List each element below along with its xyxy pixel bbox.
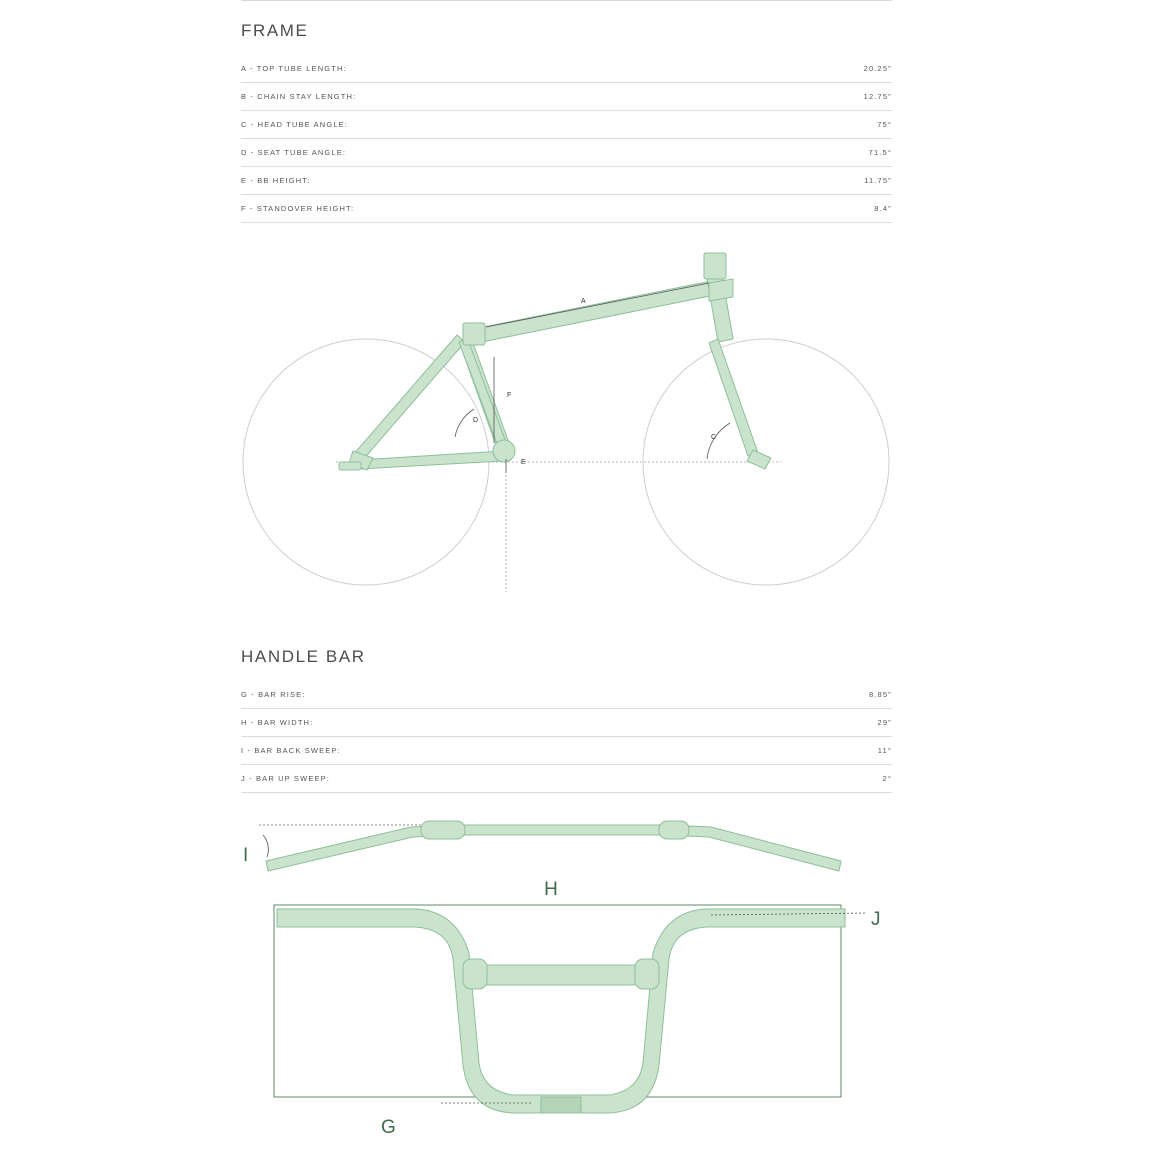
table-row bbox=[241, 195, 892, 223]
seat-tube bbox=[459, 337, 507, 449]
top-tube bbox=[469, 281, 715, 344]
table-row bbox=[241, 83, 892, 111]
label-f: F bbox=[507, 392, 512, 399]
top-divider bbox=[241, 0, 892, 1]
spec-label: B - CHAIN STAY LENGTH: bbox=[241, 92, 357, 101]
spec-label: I - BAR BACK SWEEP: bbox=[241, 746, 341, 755]
fork bbox=[709, 339, 758, 456]
crossbar-left-joint bbox=[463, 959, 487, 989]
table-row bbox=[241, 111, 892, 139]
handlebar-spec-table bbox=[241, 681, 892, 793]
bar-right-clamp-mark bbox=[659, 821, 689, 839]
spec-label: A - TOP TUBE LENGTH: bbox=[241, 64, 347, 73]
dim-a-line bbox=[486, 283, 709, 327]
bar-crossbar bbox=[469, 965, 653, 985]
head-tube-gusset bbox=[709, 279, 733, 301]
handlebar-front-view bbox=[274, 879, 881, 1138]
bar-top-profile bbox=[266, 825, 841, 871]
frame-spec-table bbox=[241, 55, 892, 223]
label-h: H bbox=[544, 879, 558, 900]
spec-value: 75° bbox=[877, 120, 892, 129]
handlebar-top-shape bbox=[266, 821, 841, 871]
knurling-patch bbox=[541, 1097, 581, 1113]
dim-c-arc bbox=[707, 423, 730, 459]
label-e: E bbox=[521, 459, 526, 466]
label-c: C bbox=[711, 434, 717, 441]
dim-d-arc bbox=[455, 409, 474, 437]
frame-parts bbox=[339, 253, 771, 470]
spec-label: H - BAR WIDTH: bbox=[241, 718, 314, 727]
seat-stay bbox=[353, 335, 465, 462]
label-j: J bbox=[871, 909, 881, 930]
label-a: A bbox=[581, 298, 586, 305]
spec-value: 20.25" bbox=[863, 64, 892, 73]
table-row bbox=[241, 765, 892, 793]
rear-axle-peg bbox=[339, 462, 361, 470]
handlebar-section-title: HANDLE BAR bbox=[241, 647, 366, 666]
table-row bbox=[241, 55, 892, 83]
chain-stay bbox=[359, 451, 503, 469]
table-row bbox=[241, 681, 892, 709]
steerer-tube bbox=[704, 253, 726, 279]
frame-geometry-diagram bbox=[241, 247, 892, 617]
label-d: D bbox=[473, 417, 479, 424]
handlebar-top-view bbox=[243, 821, 841, 871]
spec-value: 11.75" bbox=[864, 176, 892, 185]
content-column bbox=[241, 0, 892, 1143]
bottom-bracket bbox=[493, 440, 515, 462]
spec-label: E - BB HEIGHT: bbox=[241, 176, 311, 185]
seat-clamp bbox=[463, 323, 485, 345]
table-row bbox=[241, 167, 892, 195]
handlebar-front-shape bbox=[277, 909, 845, 1113]
bar-bounding-box bbox=[274, 905, 841, 1097]
spec-value: 8.85" bbox=[868, 690, 892, 699]
table-row bbox=[241, 709, 892, 737]
bike-frame-svg bbox=[241, 247, 892, 617]
spec-label: G - BAR RISE: bbox=[241, 690, 306, 699]
spec-value: 11° bbox=[877, 746, 892, 755]
spec-value: 12.75" bbox=[863, 92, 892, 101]
bar-front-profile bbox=[277, 909, 845, 1113]
table-row bbox=[241, 139, 892, 167]
crossbar-right-joint bbox=[635, 959, 659, 989]
spec-label: D - SEAT TUBE ANGLE: bbox=[241, 148, 347, 157]
spec-value: 2° bbox=[882, 774, 892, 783]
spec-value: 71.5° bbox=[868, 148, 892, 157]
table-row bbox=[241, 737, 892, 765]
label-i: I bbox=[243, 845, 249, 866]
spec-label: F - STANDOVER HEIGHT: bbox=[241, 204, 355, 213]
handlebar-geometry-diagram bbox=[241, 813, 892, 1143]
spec-label: J - BAR UP SWEEP: bbox=[241, 774, 331, 783]
backsweep-arc bbox=[263, 835, 268, 857]
spec-value: 29" bbox=[877, 718, 892, 727]
frame-section-title: FRAME bbox=[241, 21, 309, 40]
spec-label: C - HEAD TUBE ANGLE: bbox=[241, 120, 349, 129]
handlebar-svg bbox=[241, 813, 892, 1143]
spec-value: 8.4" bbox=[874, 204, 892, 213]
label-g: G bbox=[381, 1117, 396, 1138]
bar-left-clamp-mark bbox=[421, 821, 465, 839]
